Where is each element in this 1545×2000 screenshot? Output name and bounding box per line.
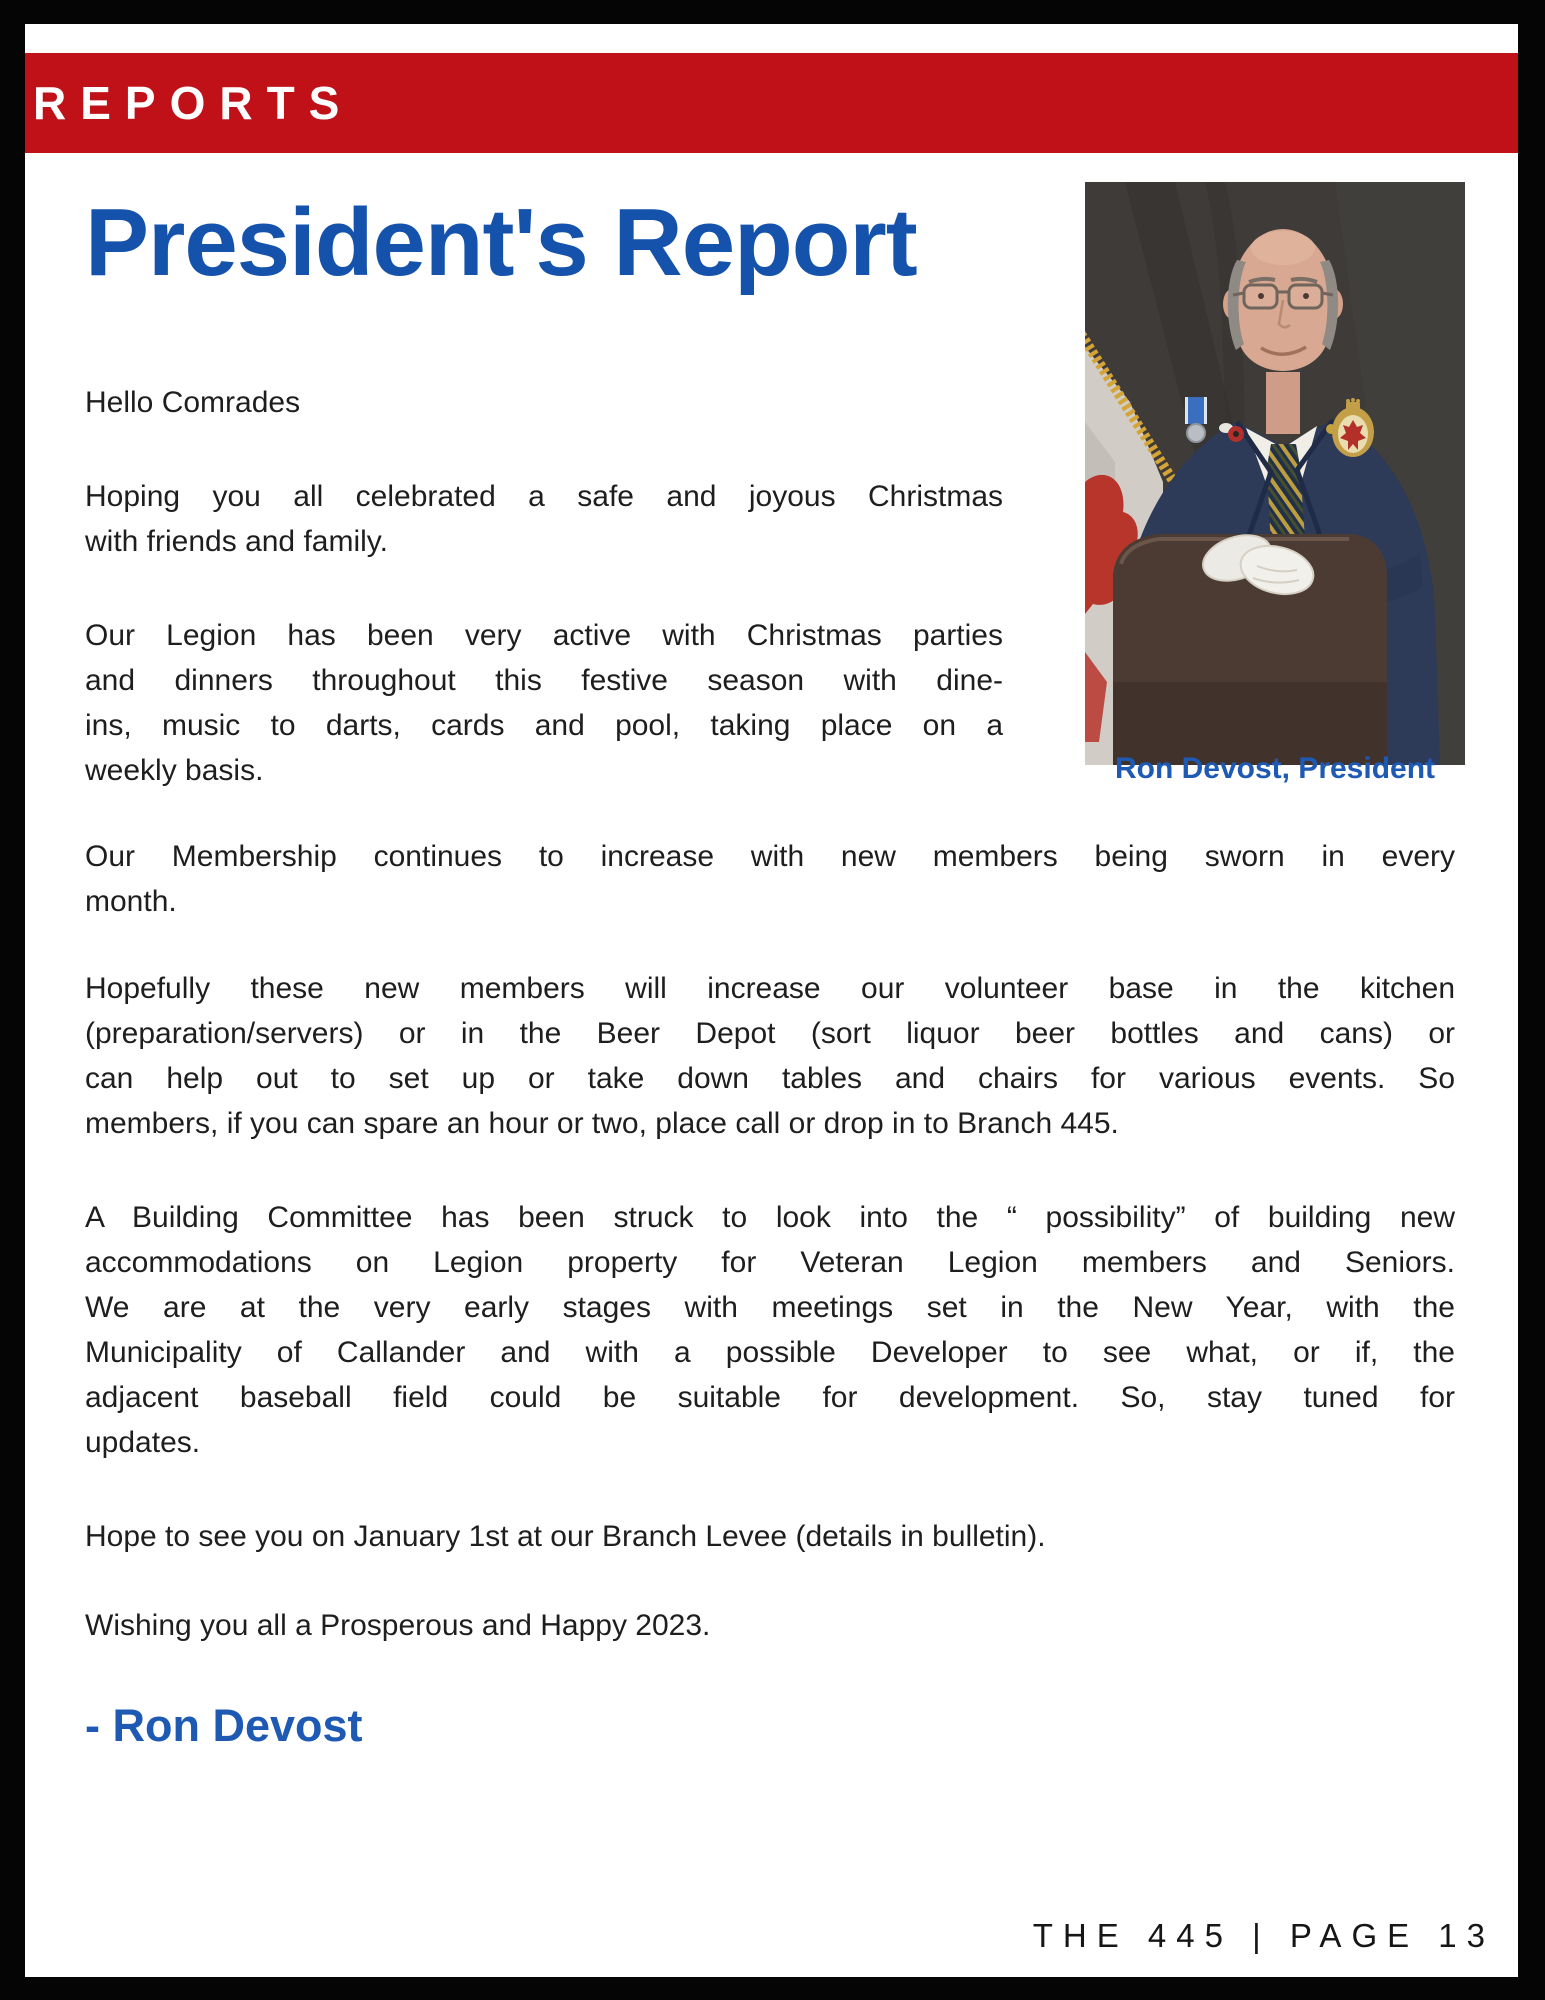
body-paragraph-building-committee <box>85 1195 1455 1465</box>
newsletter-page <box>25 24 1518 1977</box>
text-line: and dinners throughout this festive season with dine- <box>85 664 1003 697</box>
text-line: adjacent baseball field could be suitable for development. So, stay tuned for <box>85 1381 1455 1414</box>
section-banner <box>25 53 1518 153</box>
president-portrait-photo <box>1085 182 1465 765</box>
body-paragraph-greeting <box>85 380 1003 425</box>
text-line: A Building Committee has been struck to look into the “ possibility” of building new <box>85 1201 1455 1234</box>
author-signature: - Ron Devost <box>85 1700 363 1751</box>
text-line: We are at the very early stages with meetings set in the New Year, with the <box>85 1291 1455 1324</box>
section-banner-label: REPORTS <box>33 77 354 129</box>
page-footer: THE 445 | PAGE 13 <box>1032 1917 1495 1954</box>
text-line: Our Legion has been very active with Christmas parties <box>85 619 1003 652</box>
text-line: Municipality of Callander and with a possible Developer to see what, or if, the <box>85 1336 1455 1369</box>
body-paragraph-legion-active <box>85 613 1003 793</box>
text-line: month. <box>85 885 177 918</box>
article-title: President's Report <box>85 189 917 296</box>
text-line: (preparation/servers) or in the Beer Depot (sort liquor beer bottles and cans) or <box>85 1017 1455 1050</box>
body-paragraph-wishes <box>85 1603 1455 1648</box>
text-line: accommodations on Legion property for Veteran Legion members and Seniors. <box>85 1246 1455 1279</box>
body-paragraph-membership <box>85 834 1455 924</box>
president-portrait-illustration <box>1085 182 1465 765</box>
text-line: ins, music to darts, cards and pool, taking place on a <box>85 709 1003 742</box>
text-line: Hoping you all celebrated a safe and joyous Christmas <box>85 480 1003 513</box>
text-line: members, if you can spare an hour or two, place call or drop in to Branch 445. <box>85 1107 1119 1140</box>
text-line: Our Membership continues to increase with new members being sworn in every <box>85 840 1455 873</box>
body-paragraph-volunteers <box>85 966 1455 1146</box>
text-line: with friends and family. <box>85 525 388 558</box>
text-line: Hope to see you on January 1st at our Branch Levee (details in bulletin). <box>85 1520 1046 1553</box>
photo-caption: Ron Devost, President <box>1114 752 1436 785</box>
text-line: weekly basis. <box>85 754 264 787</box>
body-paragraph-levee <box>85 1514 1455 1559</box>
body-paragraph-christmas <box>85 474 1003 564</box>
text-line: Hello Comrades <box>85 386 301 419</box>
text-line: can help out to set up or take down tables and chairs for various events. So <box>85 1062 1455 1095</box>
text-line: Hopefully these new members will increase our volunteer base in the kitchen <box>85 972 1455 1005</box>
text-line: updates. <box>85 1426 201 1459</box>
text-line: Wishing you all a Prosperous and Happy 2023. <box>85 1609 711 1642</box>
